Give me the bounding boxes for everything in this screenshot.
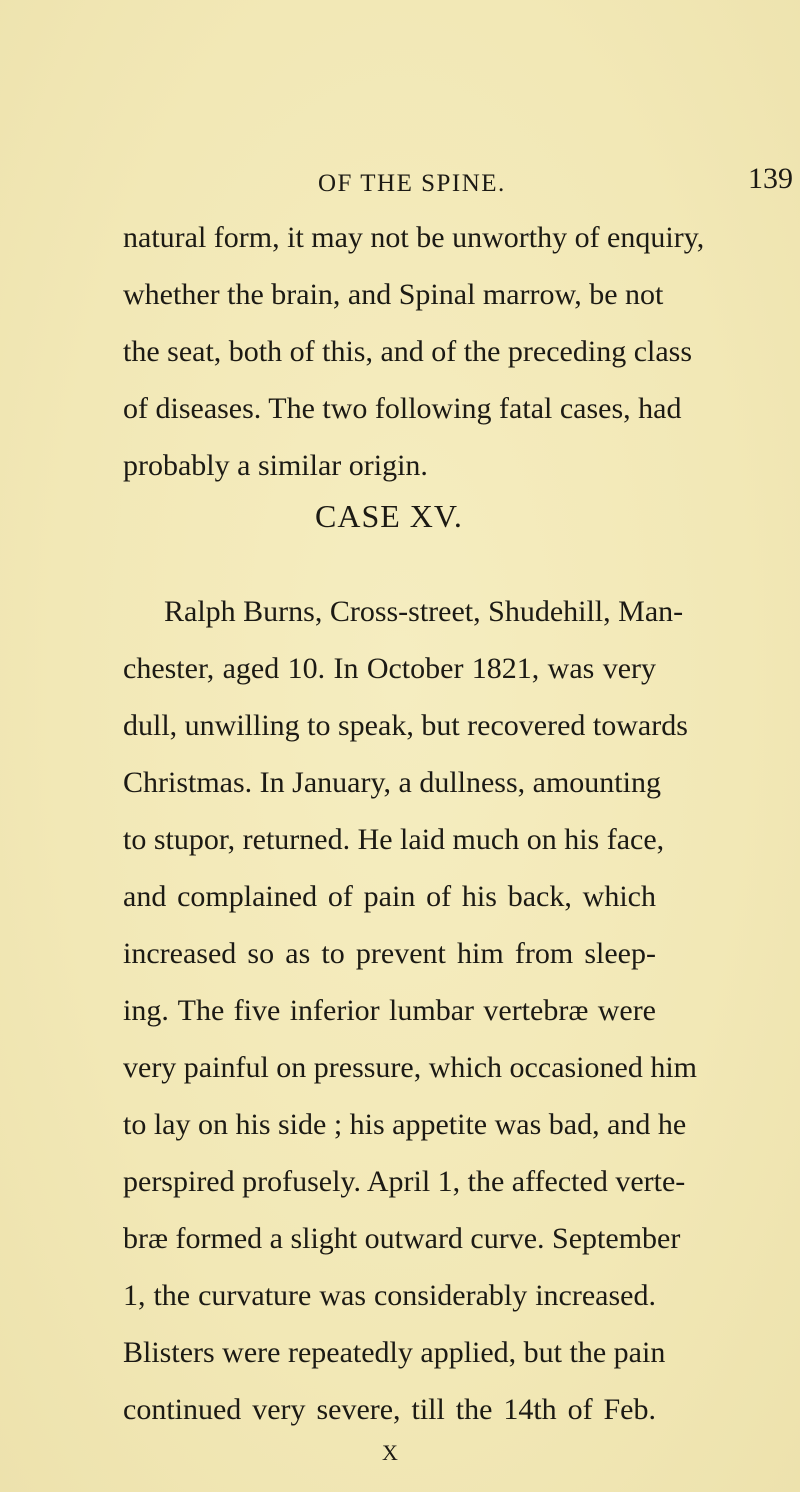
page-number: 139 [748, 162, 793, 195]
text-line: dull, unwilling to speak, but recovered towards [123, 709, 688, 742]
text-line: of diseases. The two following fatal cases, had [123, 392, 682, 425]
text-line: the seat, both of this, and of the preceding class [123, 335, 693, 368]
text-line: to lay on his side ; his appetite was bad, and he [123, 1108, 687, 1141]
signature-mark: X [382, 1440, 398, 1465]
running-head: OF THE SPINE. [318, 170, 506, 197]
text-line: 1, the curvature was considerably increased. [123, 1279, 656, 1312]
text-line: to stupor, returned. He laid much on his face, [123, 823, 665, 856]
text-line: Christmas. In January, a dullness, amounting [123, 766, 661, 799]
text-line: whether the brain, and Spinal marrow, be not [123, 278, 664, 311]
text-line: and complained of pain of his back, which [123, 880, 656, 913]
text-line: bræ formed a slight outward curve. September [123, 1222, 681, 1255]
text-line: increased so as to prevent him from sleep- [123, 937, 656, 970]
text-line: continued very severe, till the 14th of Feb. [123, 1393, 656, 1426]
text-line: very painful on pressure, which occasioned him [123, 1051, 697, 1084]
text-line: ing. The five inferior lumbar vertebræ were [123, 994, 656, 1027]
text-line: perspired profusely. April 1, the affected verte- [123, 1165, 686, 1198]
case-heading: CASE XV. [315, 498, 463, 534]
text-line: natural form, it may not be unworthy of enquiry, [123, 221, 705, 254]
text-line: Ralph Burns, Cross-street, Shudehill, Man- [164, 595, 684, 628]
text-line: Blisters were repeatedly applied, but the pain [123, 1336, 666, 1369]
text-line: chester, aged 10. In October 1821, was very [123, 652, 656, 685]
text-line: probably a similar origin. [123, 449, 428, 482]
